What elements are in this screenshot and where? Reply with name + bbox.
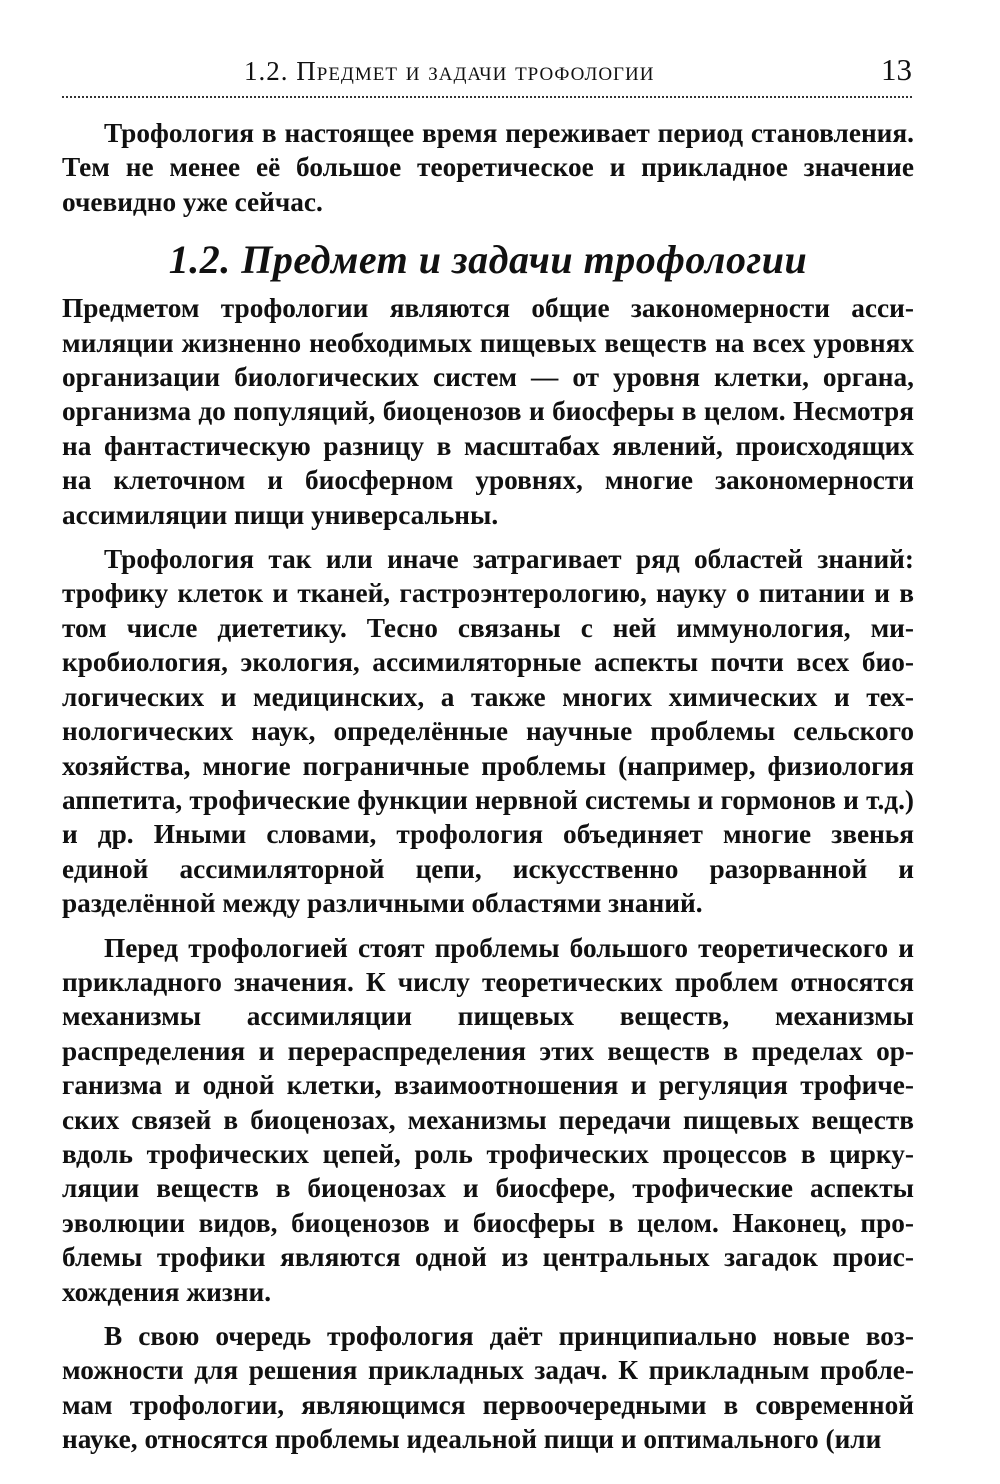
paragraph-related-fields: Трофология так или иначе затрагивает ряд областей знаний: трофику клеток и тканей, гастроэнтерологию, науку о питании и в том числе диететику. Тесно связаны с ней иммунология, микробиология, экология, ассимиляторные аспекты почти всех биологических и медицинских, а также многих химических и технологических наук, определённые научные проблемы сельского хозяйства, многие пограничные проблемы (например, физиология аппетита, трофические функции нервной системы и гормонов и т.д.) и др. Иными словами, трофология объединяет многие звенья единой ассимиляторной цепи, искусственно разорванной и разделённой между различными областями знаний. <box>62 544 914 919</box>
running-header <box>62 52 912 98</box>
section-heading: 1.2. Предмет и задачи трофологии <box>168 237 808 283</box>
running-title: 1.2. Предмет и задачи трофологии <box>244 56 655 86</box>
paragraph-applied-problems: В свою очередь трофология даёт принципиально новые возможности для решения прикладных задач. К прикладным проблемам трофологии, являющимся первоочередными в современной науке, относятся проблемы идеальной пищи и оптимального (или <box>62 1321 914 1455</box>
intro-paragraph: Трофология в настоящее время переживает период становления. Тем не менее её большое теоретическое и прикладное значение очевидно уже сейчас. <box>62 118 914 217</box>
paragraph-theoretical-problems: Перед трофологией стоят проблемы большого теоретического и прикладного значения. К числу теоретических проблем относятся механизмы ассимиляции пищевых веществ, механизмы распределения и перераспределения этих веществ в пределах организма и одной клетки, взаимоотношения и регуляция трофических связей в биоценозах, механизмы передачи пищевых веществ вдоль трофических цепей, роль трофических процессов в циркуляции веществ в биоценозах и биосфере, трофические аспекты эволюции видов, биоценозов и биосферы в целом. Наконец, проблемы трофики являются одной из центральных загадок происхождения жизни. <box>62 932 914 1307</box>
page-body <box>62 116 914 1457</box>
page-number: 13 <box>881 52 912 87</box>
paragraph-subject: Предметом трофологии являются общие закономерности ассимиляции жизненно необходимых пищевых веществ на всех уровнях организации биологических систем — от уровня клетки, органа, организма до популяций, биоценозов и биосферы в целом. Несмотря на фантастическую разницу в масштабах явлений, происходящих на клеточном и биосферном уровнях, многие закономерности ассимиляции пищи универсальны. <box>62 293 914 530</box>
